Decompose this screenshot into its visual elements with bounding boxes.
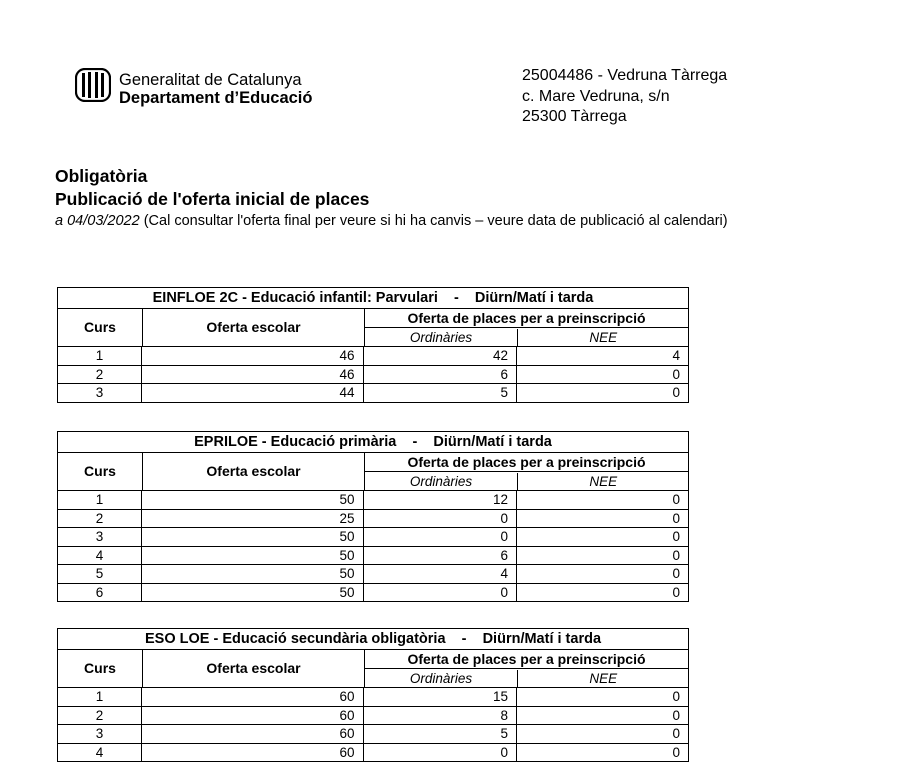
table-header bbox=[58, 650, 688, 688]
cell-ordinaries: 6 bbox=[365, 547, 517, 565]
table-row bbox=[58, 347, 688, 366]
cell-nee: 0 bbox=[672, 689, 680, 704]
school-city: 25300 Tàrrega bbox=[522, 108, 627, 125]
cell-oferta: 60 bbox=[144, 725, 364, 743]
column-header-curs: Curs bbox=[58, 453, 143, 490]
cell-nee: 0 bbox=[672, 492, 680, 507]
column-header-curs: Curs bbox=[58, 650, 143, 687]
cell-nee: 0 bbox=[672, 510, 680, 526]
table-row bbox=[58, 584, 688, 602]
cell-ordinaries: 0 bbox=[365, 744, 517, 762]
table-row bbox=[58, 510, 688, 529]
table-row bbox=[58, 528, 688, 547]
table-header bbox=[58, 453, 688, 491]
column-header-places: Oferta de places per a preinscripció bbox=[365, 650, 688, 669]
cell-curs: 4 bbox=[58, 547, 142, 565]
cell-oferta: 25 bbox=[144, 510, 364, 528]
cell-ordinaries: 6 bbox=[365, 366, 517, 384]
table-row bbox=[58, 707, 688, 726]
cell-ordinaries: 5 bbox=[365, 384, 517, 402]
cell-curs: 2 bbox=[58, 510, 142, 528]
cell-nee: 0 bbox=[672, 529, 680, 544]
cell-ordinaries: 5 bbox=[365, 725, 517, 743]
column-header-curs: Curs bbox=[58, 309, 143, 346]
table-title: ESO LOE - Educació secundària obligatòria - Diürn/Matí i tarda bbox=[58, 629, 688, 650]
cell-curs: 3 bbox=[58, 384, 142, 402]
cell-nee: 4 bbox=[672, 348, 680, 363]
generalitat-logo-icon bbox=[75, 68, 111, 102]
cell-curs: 1 bbox=[58, 491, 142, 509]
column-header-places: Oferta de places per a preinscripció bbox=[365, 309, 688, 328]
table-title: EINFLOE 2C - Educació infantil: Parvulari - Diürn/Matí i tarda bbox=[58, 288, 688, 309]
page-subtitle: Publicació de l'oferta inicial de places bbox=[55, 189, 370, 209]
cell-ordinaries: 15 bbox=[365, 688, 517, 706]
cell-nee: 0 bbox=[672, 584, 680, 600]
page-title: Obligatòria bbox=[55, 166, 148, 186]
cell-curs: 5 bbox=[58, 565, 142, 583]
school-code-name: 25004486 - Vedruna Tàrrega bbox=[522, 67, 728, 84]
cell-oferta: 50 bbox=[144, 565, 364, 583]
department-name: Departament d’Educació bbox=[119, 89, 313, 107]
table-row bbox=[58, 491, 688, 510]
publication-date: a 04/03/2022 bbox=[55, 213, 144, 229]
cell-nee: 0 bbox=[672, 385, 680, 400]
cell-ordinaries: 8 bbox=[365, 707, 517, 725]
column-header-ordinaries: Ordinàries bbox=[365, 473, 518, 490]
cell-curs: 2 bbox=[58, 707, 142, 725]
offer-table-primaria bbox=[57, 431, 689, 602]
table-row bbox=[58, 565, 688, 584]
cell-oferta: 46 bbox=[144, 366, 364, 384]
table-row bbox=[58, 384, 688, 402]
cell-oferta: 60 bbox=[144, 707, 364, 725]
cell-nee: 0 bbox=[672, 707, 680, 723]
cell-ordinaries: 0 bbox=[365, 510, 517, 528]
cell-oferta: 50 bbox=[144, 584, 364, 602]
cell-ordinaries: 42 bbox=[365, 347, 517, 365]
column-header-oferta: Oferta escolar bbox=[144, 453, 365, 490]
cell-oferta: 44 bbox=[144, 384, 364, 402]
column-header-places: Oferta de places per a preinscripció bbox=[365, 453, 688, 472]
cell-oferta: 60 bbox=[144, 688, 364, 706]
cell-oferta: 60 bbox=[144, 744, 364, 762]
column-header-ordinaries: Ordinàries bbox=[365, 329, 518, 346]
column-header-nee: NEE bbox=[589, 329, 618, 345]
table-row bbox=[58, 688, 688, 707]
table-row bbox=[58, 725, 688, 744]
publication-note-text: (Cal consultar l'oferta final per veure si hi ha canvis – veure data de publicació al calendari) bbox=[143, 213, 728, 229]
column-header-oferta: Oferta escolar bbox=[144, 650, 365, 687]
column-header-oferta: Oferta escolar bbox=[144, 309, 365, 346]
table-row bbox=[58, 366, 688, 385]
cell-curs: 1 bbox=[58, 347, 142, 365]
cell-curs: 1 bbox=[58, 688, 142, 706]
offer-table-infantil bbox=[57, 287, 689, 403]
cell-nee: 0 bbox=[672, 547, 680, 563]
cell-nee: 0 bbox=[672, 726, 680, 741]
column-header-ordinaries: Ordinàries bbox=[365, 670, 518, 687]
cell-oferta: 50 bbox=[144, 547, 364, 565]
table-title: EPRILOE - Educació primària - Diürn/Matí i tarda bbox=[58, 432, 688, 453]
cell-curs: 3 bbox=[58, 528, 142, 546]
offer-table-eso bbox=[57, 628, 689, 762]
cell-oferta: 50 bbox=[144, 528, 364, 546]
cell-ordinaries: 12 bbox=[365, 491, 517, 509]
cell-nee: 0 bbox=[672, 566, 680, 581]
cell-curs: 6 bbox=[58, 584, 142, 602]
column-header-nee: NEE bbox=[589, 473, 618, 489]
cell-ordinaries: 0 bbox=[365, 584, 517, 602]
cell-nee: 0 bbox=[672, 744, 680, 760]
column-header-nee: NEE bbox=[589, 670, 618, 686]
generalitat-name: Generalitat de Catalunya bbox=[119, 71, 302, 89]
publication-note bbox=[55, 212, 728, 230]
cell-curs: 4 bbox=[58, 744, 142, 762]
cell-curs: 2 bbox=[58, 366, 142, 384]
school-street: c. Mare Vedruna, s/n bbox=[522, 87, 670, 105]
cell-nee: 0 bbox=[672, 366, 680, 382]
table-header bbox=[58, 309, 688, 347]
table-row bbox=[58, 547, 688, 566]
cell-ordinaries: 0 bbox=[365, 528, 517, 546]
cell-oferta: 50 bbox=[144, 491, 364, 509]
school-address bbox=[522, 66, 727, 128]
table-row bbox=[58, 744, 688, 762]
cell-curs: 3 bbox=[58, 725, 142, 743]
cell-ordinaries: 4 bbox=[365, 565, 517, 583]
cell-oferta: 46 bbox=[144, 347, 364, 365]
